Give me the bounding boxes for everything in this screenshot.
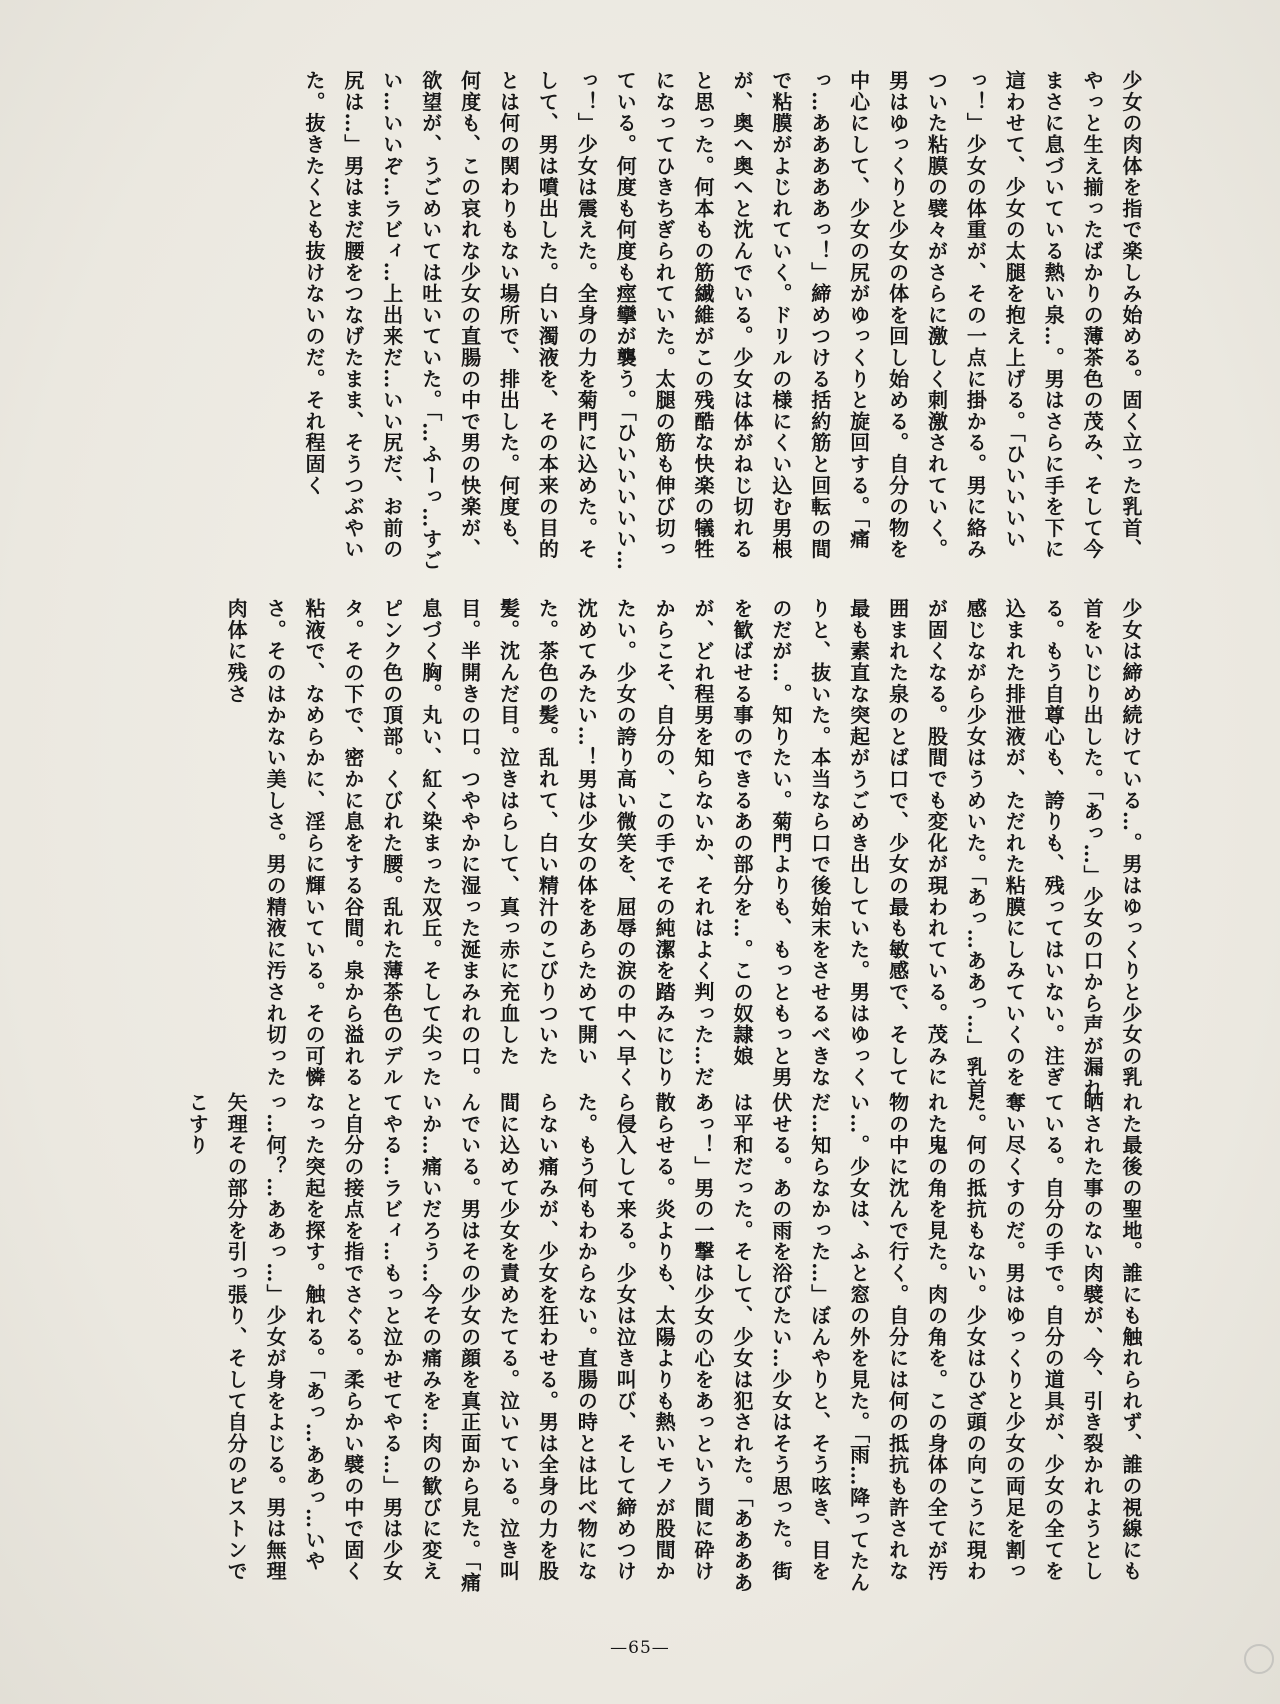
text-tier-top (60, 70, 1150, 580)
text-tier-bottom (60, 1092, 1150, 1602)
page-number: —65— (610, 1638, 670, 1658)
text-tier-middle (60, 598, 1150, 1108)
tier-middle-text: 少女は締め続けている…。男はゆっくりと少女の乳首をいじり出した。「あっ…」少女の口から声が漏れる。もう自尊心も、誇りも、残ってはいない。注ぎ込まれた排泄液が、ただれた粘膜にしみていくのを感じながら少女はうめいた。「あっ…ああっ…」乳首が固くなる。股間でも変化が現われている。茂みに囲まれた泉のとば口で、少女の最も敏感で、そして最も素直な突起がうごめき出していた。男はゆっくりと、抜いた。本当なら口で後始末をさせるべきなのだが…。知りたい。菊門よりも、もっともっと男を歓ばせる事のできるあの部分を…。この奴隷娘が、どれ程男を知らないか、それはよく判った…だからこそ、自分の、この手でその純潔を踏みにじりたい。少女の誇り高い微笑を、屈辱の涙の中へ早く沈めてみたい…！男は少女の体をあらためて開いた。茶色の髪。乱れて、白い精汁のこびりついた髪。沈んだ目。泣きはらして、真っ赤に充血した目。半開きの口。つややかに湿った涎まみれの口。息づく胸。丸い、紅く染まった双丘。そして尖ったピンク色の頂部。くびれた腰。乱れた薄茶色のデルタ。その下で、密かに息をする谷間。泉から溢れる粘液で、なめらかに、淫らに輝いている。その可憐さ。そのはかない美しさ。男の精液に汚され切った肉体に残さ (224, 598, 1143, 1100)
tier-top-text: 少女の肉体を指で楽しみ始める。固く立った乳首、やっと生え揃ったばかりの薄茶色の茂み、そして今まさに息づいている熱い泉…。男はさらに手を下に這わせて、少女の太腿を抱え上げる。「ひいいいいっ！」少女の体重が、その一点に掛かる。男に絡みついた粘膜の襞々がさらに激しく刺激されていく。男はゆっくりと少女の体を回し始める。自分の物を中心にして、少女の尻がゆっくりと旋回する。「痛っ…あああああっ！」締めつける括約筋と回転の間で粘膜がよじれていく。ドリルの様にくい込む男根が、奥へ奥へと沈んでいる。少女は体がねじ切れると思った。何本もの筋繊維がこの残酷な快楽の犠牲になってひきちぎられていた。太腿の筋も伸び切っている。何度も何度も痙攣が襲う。「ひいいいいい…っ！」少女は震えた。全身の力を菊門に込めた。そして、男は噴出した。白い濁液を、その本来の目的とは何の関わりもない場所で、排出した。何度も、何度も、この哀れな少女の直腸の中で男の快楽が、欲望が、うごめいては吐いていた。「…ふーっ…すごい…いいぞ…ラビィ…上出来だ…いい尻だ、お前の尻は…」男はまだ腰をつなげたまま、そうつぶやいた。抜きたくとも抜けないのだ。それ程固く (301, 70, 1143, 572)
tier-bottom-text: れた最後の聖地。誰にも触れられず、誰の視線にも晒された事のない肉襞が、今、引き裂かれようとしている。自分の手で。自分の道具が、少女の全てを奪い尽くすのだ。男はゆっくりと少女の両足を割った。何の抵抗もない。少女はひざ頭の向こうに現われた鬼の角を見た。肉の角を。この身体の全てが汚物の中に沈んで行く。自分には何の抵抗も許されない…。少女は、ふと窓の外を見た。「雨…降ってたんだ…知らなかった…」ぼんやりと、そう呟き、目を伏せる。あの雨を浴びたい…少女はそう思った。街は平和だった。そして、少女は犯された。「あああああっ！」男の一撃は少女の心をあっという間に砕け散らせる。炎よりも、太陽よりも熱いモノが股間から侵入して来る。少女は泣き叫び、そして締めつけた。もう何もわからない。直腸の時とは比べ物にならない痛みが、少女を狂わせる。男は全身の力を股間に込めて少女を責めたてる。泣いている。泣き叫んでいる。男はその少女の顔を真正面から見た。「痛いか…痛いだろう…今その痛みを…肉の歓びに変えてやる…ラビィ…もっと泣かせてやる…」男は少女と自分の接点を指でさぐる。柔らかい襞の中で固くなった突起を探す。触れる。「あっ…ああっ…いやっ…何？…ああっ…」少女が身をよじる。男は無理矢理その部分を引っ張り、そして自分のピストンでこすり (185, 1092, 1143, 1594)
corner-stamp-mark (1244, 1644, 1274, 1674)
